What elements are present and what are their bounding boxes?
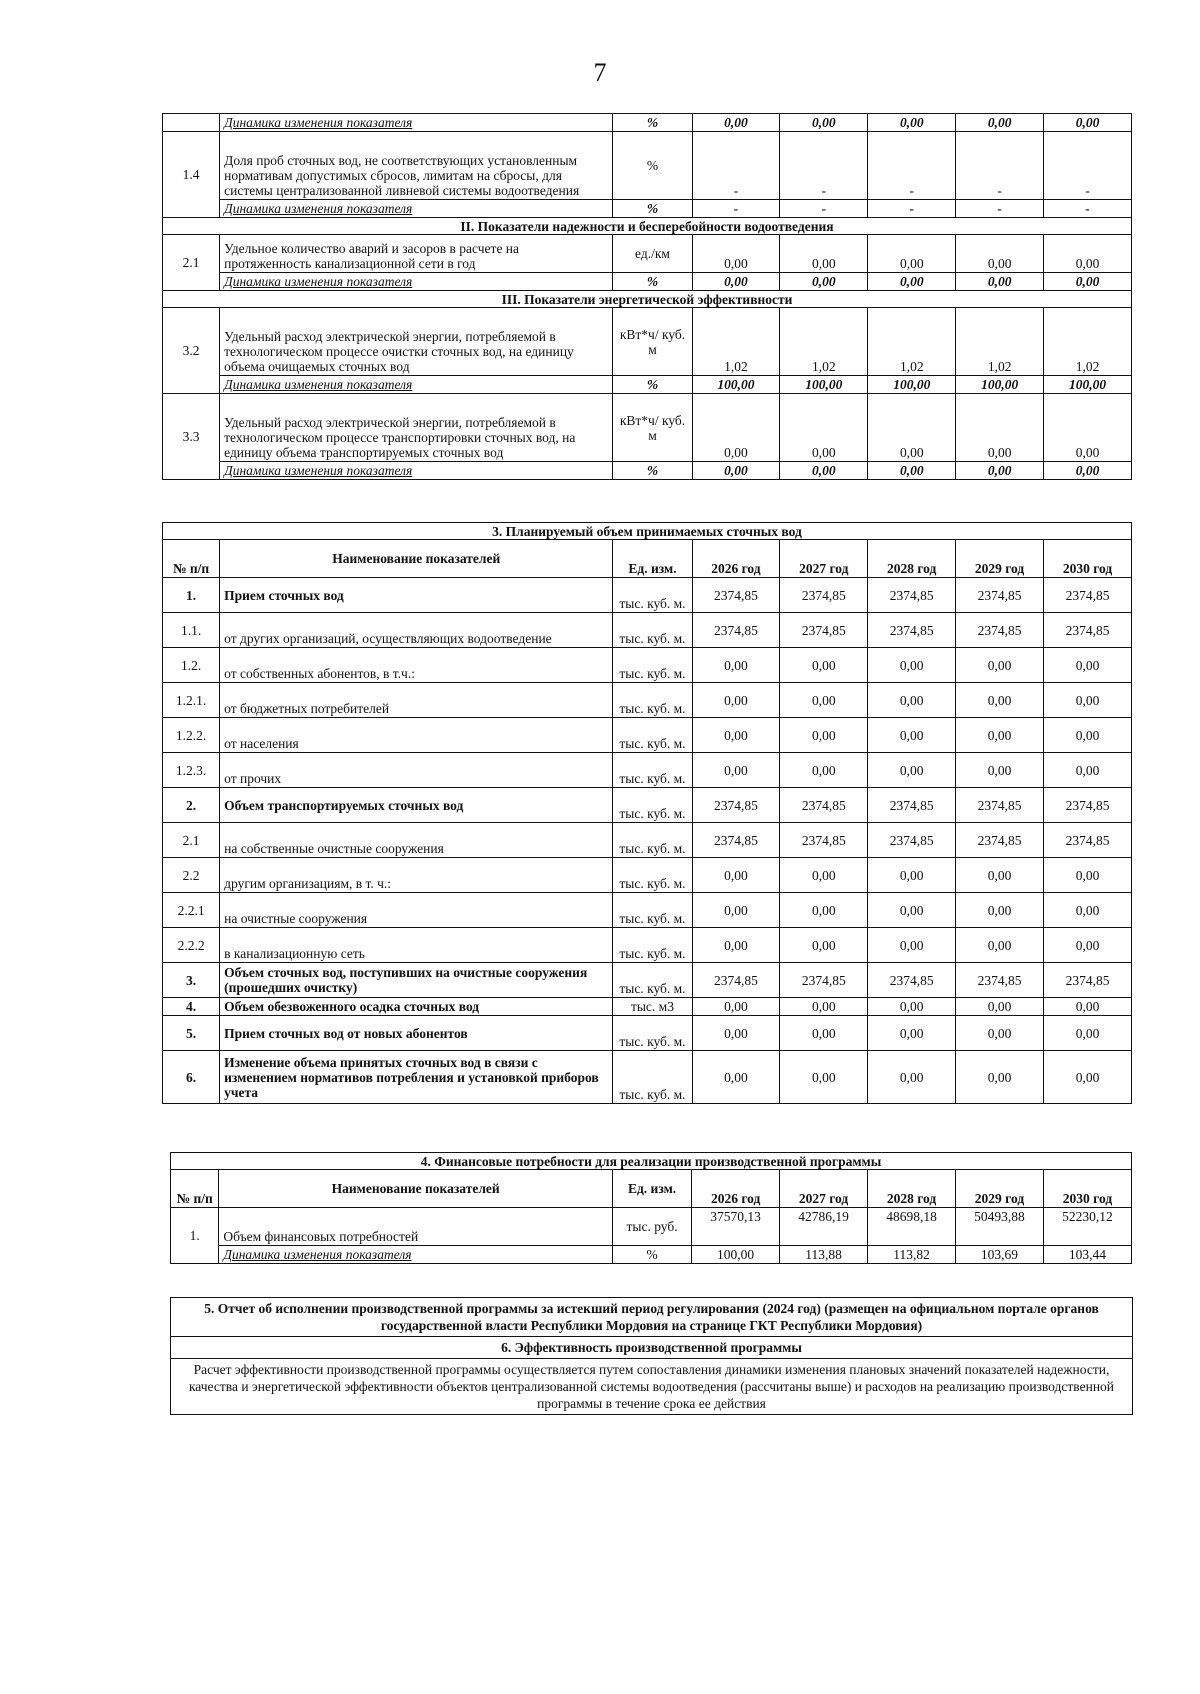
value-cell: 0,00 — [692, 1051, 780, 1104]
section-heading-row — [163, 291, 1132, 308]
row-number: 4. — [163, 998, 220, 1016]
column-header: 2029 год — [956, 1170, 1044, 1208]
value-cell: 0,00 — [868, 998, 956, 1016]
unit-cell: % — [613, 132, 692, 200]
value-cell: - — [780, 200, 868, 218]
value-cell: 100,00 — [692, 376, 780, 394]
value-cell: 0,00 — [868, 394, 956, 462]
unit-cell: тыс. куб. м. — [613, 613, 692, 648]
value-cell: 0,00 — [868, 462, 956, 480]
value-cell: 0,00 — [1044, 683, 1132, 718]
column-header: 2028 год — [868, 540, 956, 578]
dynamics-label: Динамика изменения показателя — [220, 376, 613, 394]
value-cell: 0,00 — [1044, 394, 1132, 462]
table-row — [163, 753, 1132, 788]
value-cell: 0,00 — [956, 273, 1044, 291]
value-cell: 0,00 — [868, 114, 956, 132]
value-cell: 0,00 — [956, 394, 1044, 462]
row-number: 1.2.2. — [163, 718, 220, 753]
row-number: 3. — [163, 963, 220, 998]
value-cell: 0,00 — [956, 114, 1044, 132]
value-cell: 0,00 — [868, 858, 956, 893]
value-cell: 0,00 — [868, 1051, 956, 1104]
value-cell: 0,00 — [1044, 928, 1132, 963]
indicator-name: Удельное количество аварий и засоров в расчете на протяженность канализационной сети в год — [220, 235, 613, 273]
value-cell: 2374,85 — [692, 578, 780, 613]
indicator-name: Доля проб сточных вод, не соответствующих установленным нормативам допустимых сбросов, лимитам на сбросы, для системы централизованной ливневой системы водоотведения — [220, 132, 613, 200]
dynamics-label: Динамика изменения показателя — [219, 1246, 613, 1264]
column-header: 2027 год — [780, 540, 868, 578]
unit-cell: % — [613, 273, 692, 291]
unit-cell: тыс. куб. м. — [613, 928, 692, 963]
column-header: 2026 год — [692, 540, 780, 578]
unit-cell: тыс. куб. м. — [613, 788, 692, 823]
value-cell: 2374,85 — [868, 963, 956, 998]
section-5-row — [171, 1298, 1133, 1337]
value-cell: 2374,85 — [1044, 963, 1132, 998]
indicator-name: Объем транспортируемых сточных вод — [220, 788, 613, 823]
value-cell: 0,00 — [956, 648, 1044, 683]
value-cell: 0,00 — [1044, 462, 1132, 480]
value-cell: 1,02 — [692, 308, 780, 376]
table-row — [163, 1016, 1132, 1051]
value-cell: 113,88 — [780, 1246, 868, 1264]
value-cell: 0,00 — [692, 893, 780, 928]
value-cell: 0,00 — [868, 718, 956, 753]
value-cell: 0,00 — [1044, 273, 1132, 291]
unit-cell: тыс. куб. м. — [613, 718, 692, 753]
unit-cell: тыс. куб. м. — [613, 893, 692, 928]
value-cell: 0,00 — [692, 394, 780, 462]
value-cell: 0,00 — [868, 235, 956, 273]
section-6-body-row — [171, 1359, 1133, 1415]
table-row — [163, 376, 1132, 394]
value-cell: 2374,85 — [956, 578, 1044, 613]
section-6-title: 6. Эффективность производственной программы — [171, 1337, 1133, 1359]
table-row — [163, 893, 1132, 928]
section-heading-row — [171, 1153, 1132, 1170]
value-cell: 1,02 — [868, 308, 956, 376]
table-row — [163, 963, 1132, 998]
value-cell: 0,00 — [1044, 753, 1132, 788]
unit-cell: тыс. куб. м. — [613, 1016, 692, 1051]
value-cell: 0,00 — [1044, 718, 1132, 753]
value-cell: - — [956, 132, 1044, 200]
value-cell: 0,00 — [780, 273, 868, 291]
value-cell: 0,00 — [1044, 1051, 1132, 1104]
value-cell: 0,00 — [868, 1016, 956, 1051]
value-cell: 0,00 — [1044, 893, 1132, 928]
value-cell: 2374,85 — [868, 613, 956, 648]
value-cell: 2374,85 — [780, 963, 868, 998]
value-cell: - — [692, 200, 780, 218]
unit-cell: тыс. куб. м. — [613, 963, 692, 998]
row-number: 2. — [163, 788, 220, 823]
value-cell: 0,00 — [1044, 1016, 1132, 1051]
table-header-row — [171, 1170, 1132, 1208]
value-cell: - — [692, 132, 780, 200]
row-number: 5. — [163, 1016, 220, 1051]
value-cell: 0,00 — [692, 858, 780, 893]
section-title: III. Показатели энергетической эффективности — [163, 291, 1132, 308]
column-header: Ед. изм. — [613, 540, 692, 578]
value-cell: 52230,12 — [1043, 1208, 1131, 1246]
value-cell: 113,82 — [868, 1246, 956, 1264]
value-cell: 100,00 — [780, 376, 868, 394]
value-cell: 2374,85 — [780, 823, 868, 858]
section-title: 4. Финансовые потребности для реализации производственной программы — [171, 1153, 1132, 1170]
value-cell: 1,02 — [780, 308, 868, 376]
value-cell: 0,00 — [956, 462, 1044, 480]
value-cell: 48698,18 — [868, 1208, 956, 1246]
row-number: 1.2.1. — [163, 683, 220, 718]
value-cell: 100,00 — [868, 376, 956, 394]
value-cell: 0,00 — [692, 114, 780, 132]
table-row — [163, 308, 1132, 376]
value-cell: 0,00 — [956, 893, 1044, 928]
value-cell: 0,00 — [1044, 114, 1132, 132]
value-cell: 2374,85 — [780, 613, 868, 648]
value-cell: 37570,13 — [692, 1208, 780, 1246]
column-header: 2028 год — [868, 1170, 956, 1208]
column-header: № п/п — [171, 1170, 219, 1208]
table-row — [163, 718, 1132, 753]
value-cell: 0,00 — [956, 235, 1044, 273]
table-row — [163, 273, 1132, 291]
value-cell: 0,00 — [692, 273, 780, 291]
value-cell: - — [956, 200, 1044, 218]
value-cell: 0,00 — [692, 683, 780, 718]
section-heading-row — [163, 218, 1132, 235]
dynamics-label: Динамика изменения показателя — [220, 273, 613, 291]
value-cell: 0,00 — [780, 1016, 868, 1051]
column-header: 2030 год — [1043, 1170, 1131, 1208]
unit-cell: ед./км — [613, 235, 692, 273]
table-row — [163, 235, 1132, 273]
value-cell: 0,00 — [692, 648, 780, 683]
value-cell: 100,00 — [692, 1246, 780, 1264]
column-header: 2029 год — [956, 540, 1044, 578]
indicator-name: от прочих — [220, 753, 613, 788]
row-number: 1. — [163, 578, 220, 613]
finance-table — [170, 1152, 1132, 1264]
value-cell: 2374,85 — [956, 613, 1044, 648]
indicator-name: Удельный расход электрической энергии, потребляемой в технологическом процессе очистки сточных вод, на единицу объема очищаемых сточных вод — [220, 308, 613, 376]
unit-cell: тыс. м3 — [613, 998, 692, 1016]
section-6-text: Расчет эффективности производственной программы осуществляется путем сопоставления динамики изменения плановых значений показателей надежности, качества и энергетической эффективности объектов централизованной системы водоотведения (рассчитаны выше) и расходов на реализацию производственной программы в течение срока ее действия — [171, 1359, 1133, 1415]
value-cell: - — [1044, 132, 1132, 200]
table-row — [163, 683, 1132, 718]
value-cell: 0,00 — [692, 928, 780, 963]
volume-rows — [163, 578, 1132, 1104]
table-row — [163, 998, 1132, 1016]
value-cell: 1,02 — [956, 308, 1044, 376]
column-header: Наименование показателей — [220, 540, 613, 578]
unit-cell: % — [613, 462, 692, 480]
table-row — [163, 648, 1132, 683]
value-cell: 0,00 — [868, 928, 956, 963]
indicator-name: от собственных абонентов, в т.ч.: — [220, 648, 613, 683]
unit-cell: тыс. куб. м. — [613, 578, 692, 613]
value-cell: 2374,85 — [1044, 613, 1132, 648]
column-header: № п/п — [163, 540, 220, 578]
value-cell: 2374,85 — [780, 788, 868, 823]
indicator-name: на собственные очистные сооружения — [220, 823, 613, 858]
volume-table — [162, 522, 1132, 1104]
value-cell: 0,00 — [780, 114, 868, 132]
row-number: 2.1 — [163, 823, 220, 858]
value-cell: - — [1044, 200, 1132, 218]
indicator-name: Прием сточных вод от новых абонентов — [220, 1016, 613, 1051]
table-row — [163, 114, 1132, 132]
table-row — [163, 858, 1132, 893]
section-title: 3. Планируемый объем принимаемых сточных вод — [163, 523, 1132, 540]
indicator-name: Объем обезвоженного осадка сточных вод — [220, 998, 613, 1016]
row-number: 1.4 — [163, 132, 220, 218]
unit-cell: тыс. куб. м. — [613, 1051, 692, 1104]
dynamics-label: Динамика изменения показателя — [220, 114, 613, 132]
indicator-name: другим организациям, в т. ч.: — [220, 858, 613, 893]
value-cell: 2374,85 — [868, 788, 956, 823]
row-number: 1. — [171, 1208, 219, 1264]
row-number: 6. — [163, 1051, 220, 1104]
indicator-name: Изменение объема принятых сточных вод в связи с изменением нормативов потребления и установкой приборов учета — [220, 1051, 613, 1104]
row-number: 1.2. — [163, 648, 220, 683]
value-cell: 0,00 — [692, 718, 780, 753]
value-cell: 2374,85 — [956, 963, 1044, 998]
indicator-name: Объем финансовых потребностей — [219, 1208, 613, 1246]
value-cell: 103,44 — [1043, 1246, 1131, 1264]
value-cell: - — [868, 200, 956, 218]
unit-cell: % — [613, 114, 692, 132]
report-table — [170, 1297, 1133, 1415]
value-cell: 50493,88 — [956, 1208, 1044, 1246]
table-row — [163, 578, 1132, 613]
value-cell: 0,00 — [868, 753, 956, 788]
value-cell: 0,00 — [780, 893, 868, 928]
value-cell: 2374,85 — [1044, 823, 1132, 858]
table-row — [163, 200, 1132, 218]
value-cell: 0,00 — [1044, 998, 1132, 1016]
value-cell: 2374,85 — [956, 823, 1044, 858]
indicator-name: от бюджетных потребителей — [220, 683, 613, 718]
table-row — [163, 462, 1132, 480]
value-cell: 0,00 — [780, 394, 868, 462]
value-cell: 0,00 — [868, 648, 956, 683]
value-cell: 0,00 — [692, 462, 780, 480]
column-header: Наименование показателей — [219, 1170, 613, 1208]
value-cell: 0,00 — [956, 998, 1044, 1016]
indicator-name: на очистные сооружения — [220, 893, 613, 928]
value-cell: 0,00 — [868, 893, 956, 928]
indicators-table — [162, 113, 1132, 480]
value-cell: 2374,85 — [868, 578, 956, 613]
table-header-row — [163, 540, 1132, 578]
value-cell: - — [868, 132, 956, 200]
value-cell: 0,00 — [956, 718, 1044, 753]
value-cell: 0,00 — [780, 648, 868, 683]
value-cell: 103,69 — [956, 1246, 1044, 1264]
value-cell: 100,00 — [1044, 376, 1132, 394]
unit-cell: тыс. куб. м. — [613, 683, 692, 718]
indicator-name: от других организаций, осуществляющих водоотведение — [220, 613, 613, 648]
indicator-name: Объем сточных вод, поступивших на очистные сооружения (прошедших очистку) — [220, 963, 613, 998]
value-cell: 0,00 — [956, 683, 1044, 718]
value-cell: 2374,85 — [956, 788, 1044, 823]
indicator-name: Прием сточных вод — [220, 578, 613, 613]
dynamics-label: Динамика изменения показателя — [220, 462, 613, 480]
value-cell: 2374,85 — [780, 578, 868, 613]
row-number: 2.2.2 — [163, 928, 220, 963]
row-number: 1.2.3. — [163, 753, 220, 788]
table-row — [171, 1246, 1132, 1264]
value-cell: 0,00 — [1044, 648, 1132, 683]
unit-cell: кВт*ч/ куб. м — [613, 394, 692, 462]
value-cell: 0,00 — [868, 273, 956, 291]
unit-cell: тыс. руб. — [612, 1208, 691, 1246]
column-header: 2027 год — [780, 1170, 868, 1208]
section-title: II. Показатели надежности и бесперебойности водоотведения — [163, 218, 1132, 235]
value-cell: 2374,85 — [868, 823, 956, 858]
column-header: 2026 год — [692, 1170, 780, 1208]
value-cell: 2374,85 — [692, 963, 780, 998]
value-cell: 2374,85 — [1044, 788, 1132, 823]
value-cell: 0,00 — [692, 998, 780, 1016]
table-row — [163, 1051, 1132, 1104]
value-cell: 0,00 — [1044, 235, 1132, 273]
indicator-name: от населения — [220, 718, 613, 753]
column-header: Ед. изм. — [612, 1170, 691, 1208]
indicator-name: Удельный расход электрической энергии, потребляемой в технологическом процессе транспортировки сточных вод, на единицу объема транспортируемых сточных вод — [220, 394, 613, 462]
value-cell: - — [780, 132, 868, 200]
value-cell: 0,00 — [780, 683, 868, 718]
value-cell: 100,00 — [956, 376, 1044, 394]
section-heading-row — [163, 523, 1132, 540]
unit-cell: тыс. куб. м. — [613, 648, 692, 683]
value-cell: 0,00 — [956, 1051, 1044, 1104]
unit-cell: кВт*ч/ куб. м — [613, 308, 692, 376]
row-number: 3.3 — [163, 394, 220, 480]
unit-cell: % — [612, 1246, 691, 1264]
table-row — [163, 613, 1132, 648]
value-cell: 0,00 — [956, 928, 1044, 963]
value-cell: 0,00 — [780, 235, 868, 273]
unit-cell: тыс. куб. м. — [613, 823, 692, 858]
table-row — [163, 132, 1132, 200]
page-number: 7 — [593, 58, 607, 87]
value-cell: 0,00 — [780, 462, 868, 480]
value-cell: 0,00 — [780, 998, 868, 1016]
value-cell: 0,00 — [1044, 858, 1132, 893]
row-number: 1.1. — [163, 613, 220, 648]
unit-cell: % — [613, 200, 692, 218]
value-cell: 0,00 — [692, 1016, 780, 1051]
indicator-name: в канализационную сеть — [220, 928, 613, 963]
value-cell: 0,00 — [868, 683, 956, 718]
table-row — [163, 823, 1132, 858]
value-cell: 0,00 — [780, 1051, 868, 1104]
value-cell: 0,00 — [780, 858, 868, 893]
section-6-row — [171, 1337, 1133, 1359]
value-cell: 2374,85 — [1044, 578, 1132, 613]
value-cell: 2374,85 — [692, 788, 780, 823]
value-cell: 42786,19 — [780, 1208, 868, 1246]
value-cell: 0,00 — [780, 753, 868, 788]
row-number: 2.1 — [163, 235, 220, 291]
unit-cell: тыс. куб. м. — [613, 858, 692, 893]
value-cell: 0,00 — [956, 858, 1044, 893]
value-cell: 0,00 — [956, 753, 1044, 788]
value-cell: 2374,85 — [692, 823, 780, 858]
row-number: 2.2 — [163, 858, 220, 893]
table-row — [163, 788, 1132, 823]
value-cell: 2374,85 — [692, 613, 780, 648]
unit-cell: тыс. куб. м. — [613, 753, 692, 788]
row-number: 2.2.1 — [163, 893, 220, 928]
value-cell: 0,00 — [780, 718, 868, 753]
table-row — [163, 394, 1132, 462]
value-cell: 0,00 — [780, 928, 868, 963]
dynamics-label: Динамика изменения показателя — [220, 200, 613, 218]
section-5-text: 5. Отчет об исполнении производственной программы за истекший период регулирования (2024 год) (размещен на официальном портале органов государственной власти Республики Мордовия на странице ГКТ Республики Мордовия) — [171, 1298, 1133, 1337]
value-cell: 1,02 — [1044, 308, 1132, 376]
unit-cell: % — [613, 376, 692, 394]
value-cell: 0,00 — [692, 753, 780, 788]
value-cell: 0,00 — [956, 1016, 1044, 1051]
table-row — [163, 928, 1132, 963]
row-number: 3.2 — [163, 308, 220, 394]
value-cell: 0,00 — [692, 235, 780, 273]
column-header: 2030 год — [1044, 540, 1132, 578]
table-row — [171, 1208, 1132, 1246]
